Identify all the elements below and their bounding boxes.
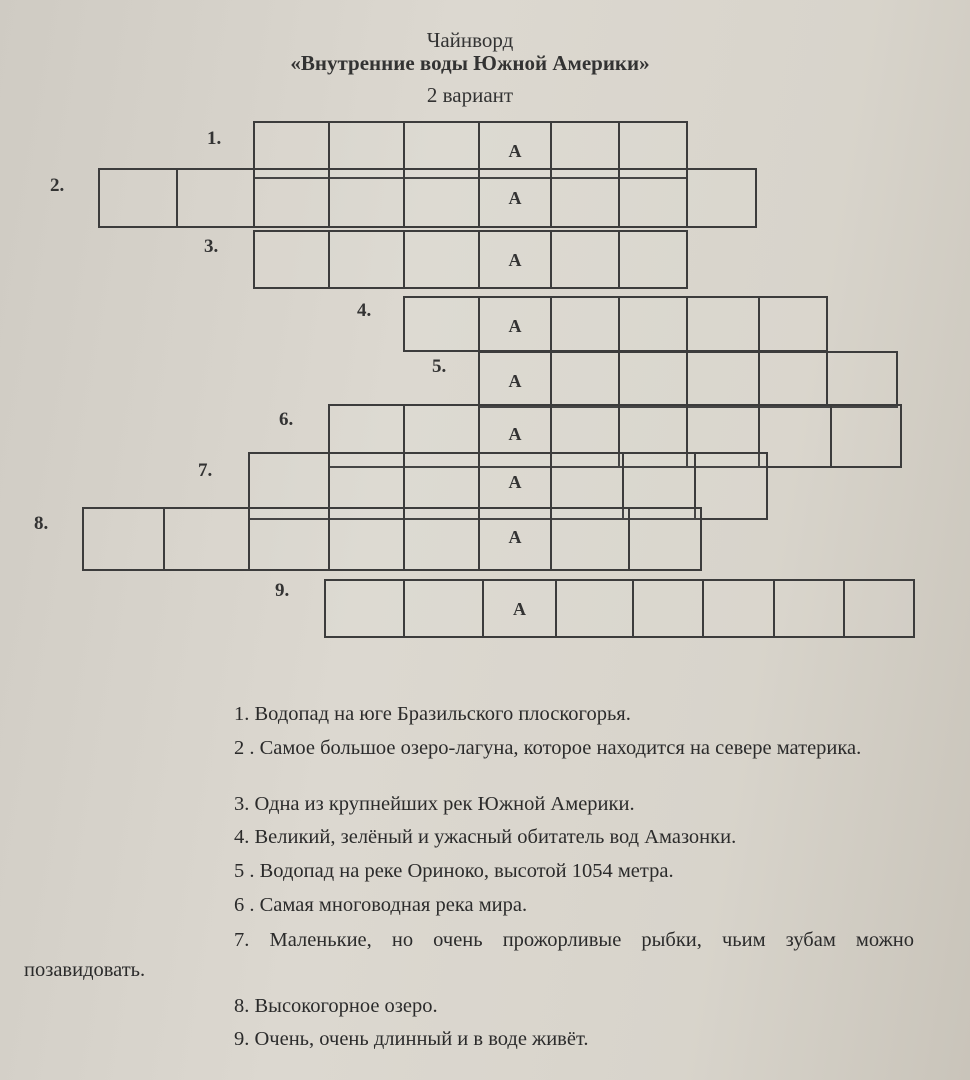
grid-cell (628, 507, 702, 571)
grid-cell (328, 168, 405, 228)
grid-cell (632, 579, 704, 638)
grid-cell (550, 507, 630, 571)
clue-4: 4. Великий, зелёный и ужасный обитатель вод Амазонки. (234, 826, 737, 848)
grid-cell (403, 168, 480, 228)
key-letter-cell: А (482, 579, 557, 638)
clue-3: 3. Одна из крупнейших рек Южной Америки. (234, 793, 635, 815)
grid-cell (618, 296, 688, 352)
row-number-8: 8. (34, 513, 49, 534)
grid-cell (618, 230, 688, 289)
grid-cell (550, 351, 620, 408)
clue-1: 1. Водопад на юге Бразильского плоскогорья. (234, 703, 631, 725)
grid-cell (758, 351, 828, 408)
row-number-2: 2. (50, 175, 65, 196)
key-letter-cell: А (478, 404, 552, 468)
grid-cell (758, 404, 832, 468)
grid-cell (328, 230, 405, 289)
grid-cell (403, 230, 480, 289)
row-number-6: 6. (279, 409, 294, 430)
clue-6: 6 . Самая многоводная река мира. (234, 894, 528, 916)
row-number-9: 9. (275, 580, 290, 601)
grid-cell (403, 579, 484, 638)
grid-cell (830, 404, 902, 468)
grid-cell (758, 296, 828, 352)
grid-cell (98, 168, 178, 228)
grid-cell (248, 507, 330, 571)
worksheet-type: Чайнворд (426, 28, 514, 52)
grid-cell (403, 507, 480, 571)
key-letter-cell: А (478, 296, 552, 352)
grid-cell (686, 351, 760, 408)
grid-cell (618, 168, 688, 228)
grid-cell (826, 351, 898, 408)
grid-cell (686, 168, 757, 228)
grid-cell (324, 579, 405, 638)
key-letter-cell: А (478, 168, 552, 228)
grid-cell (694, 452, 768, 520)
worksheet-variant: 2 вариант (426, 83, 514, 107)
row-number-7: 7. (198, 460, 213, 481)
clue-2: 2 . Самое большое озеро-лагуна, которое находится на севере материка. (234, 737, 862, 759)
row-number-4: 4. (357, 300, 372, 321)
grid-cell (555, 579, 634, 638)
clue-5: 5 . Водопад на реке Ориноко, высотой 1054 метра. (234, 860, 674, 882)
clue-7: 7. Маленькие, но очень прожорливые рыбки, чьим зубам можно позавидовать. (24, 929, 914, 981)
clue-8: 8. Высокогорное озеро. (234, 995, 438, 1017)
grid-cell (403, 296, 480, 352)
key-letter-cell: А (478, 230, 552, 289)
row-number-1: 1. (207, 128, 222, 149)
grid-cell (550, 230, 620, 289)
row-number-3: 3. (204, 236, 219, 257)
worksheet-title: «Внутренние воды Южной Америки» (290, 51, 650, 75)
grid-cell (550, 296, 620, 352)
clue-9: 9. Очень, очень длинный и в воде живёт. (234, 1028, 589, 1050)
key-letter-cell: А (478, 507, 552, 571)
grid-cell (686, 296, 760, 352)
key-letter-cell: А (478, 351, 552, 408)
grid-cell (702, 579, 775, 638)
row-number-5: 5. (432, 356, 447, 377)
grid-cell (176, 168, 255, 228)
grid-cell (550, 168, 620, 228)
grid-cell (773, 579, 845, 638)
grid-cell (253, 230, 330, 289)
grid-cell (843, 579, 915, 638)
grid-cell (253, 168, 330, 228)
key-letter-cell: А (478, 452, 552, 520)
grid-cell (163, 507, 250, 571)
grid-cell (618, 351, 688, 408)
grid-cell (328, 507, 405, 571)
key-letter-cell: А (478, 121, 552, 179)
grid-cell (82, 507, 165, 571)
